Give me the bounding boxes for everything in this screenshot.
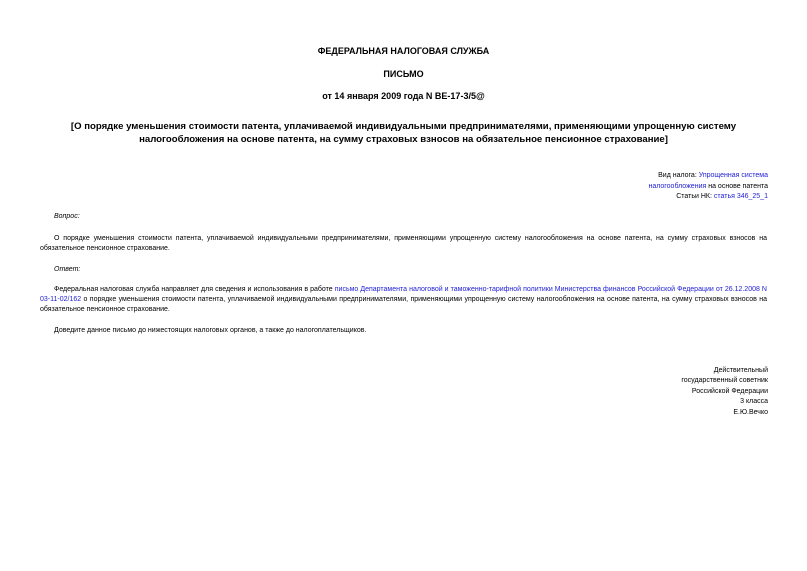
meta-block xyxy=(568,171,768,203)
tax-code-link[interactable]: статья 346_25_1 xyxy=(713,193,768,200)
tax-type-line2 xyxy=(568,182,768,193)
doc-type-heading: ПИСЬМО xyxy=(383,69,424,79)
signature-line2: государственный советник xyxy=(681,377,768,385)
tax-code-label: Статьи НК: xyxy=(676,193,714,200)
question-label: Вопрос: xyxy=(54,213,80,220)
answer-suffix: о порядке уменьшения стоимости патента, уплачиваемой индивидуальными предпринимателями, применяющими упрощенную систему налогообложения на основе патента, на сумму страховых взносов на обязательное пенсионное страхование. xyxy=(40,296,767,313)
tax-type-line1 xyxy=(568,171,768,182)
tax-type-link-cont[interactable]: налогообложения xyxy=(648,182,707,190)
date-number-heading: от 14 января 2009 года N ВЕ-17-3/5@ xyxy=(322,91,485,101)
signature-name: Е.Ю.Вечко xyxy=(733,408,768,416)
signature-block xyxy=(568,366,768,418)
tax-type-label: Вид налога: xyxy=(658,172,699,179)
signature-line4: 3 класса xyxy=(740,398,768,406)
closing-paragraph: Доведите данное письмо до нижестоящих налоговых органов, а также до налогоплательщиков. xyxy=(54,327,367,334)
answer-prefix: Федеральная налоговая служба направляет для сведения и использования в работе xyxy=(54,286,335,293)
agency-heading: ФЕДЕРАЛЬНАЯ НАЛОГОВАЯ СЛУЖБА xyxy=(317,46,490,56)
letter-link[interactable]: письмо Департамента налоговой и таможенно-тарифной политики Министерства финансов Российской Федерации от 26.12.2008 N 03-11-02/162 xyxy=(40,286,767,303)
question-paragraph: О порядке уменьшения стоимости патента, уплачиваемой индивидуальными предпринимателями, применяющими упрощенную систему налогообложения на основе патента, на сумму страховых взносов на обязательное пенсионное страхование. xyxy=(40,235,767,252)
signature-line1: Действительный xyxy=(713,367,768,374)
tax-type-link[interactable]: Упрощенная система xyxy=(698,172,768,179)
tax-type-suffix: на основе патента xyxy=(706,182,768,190)
document-title: [О порядке уменьшения стоимости патента, уплачиваемой индивидуальными предпринимателями, применяющими упрощенную систему налогообложения на основе патента, на сумму страховых взносов на обязательное пенсионное страхование] xyxy=(70,121,737,145)
answer-paragraph xyxy=(40,285,767,315)
signature-line3: Российской Федерации xyxy=(691,387,768,395)
answer-label: Ответ: xyxy=(54,266,81,273)
tax-code-line xyxy=(568,192,768,203)
